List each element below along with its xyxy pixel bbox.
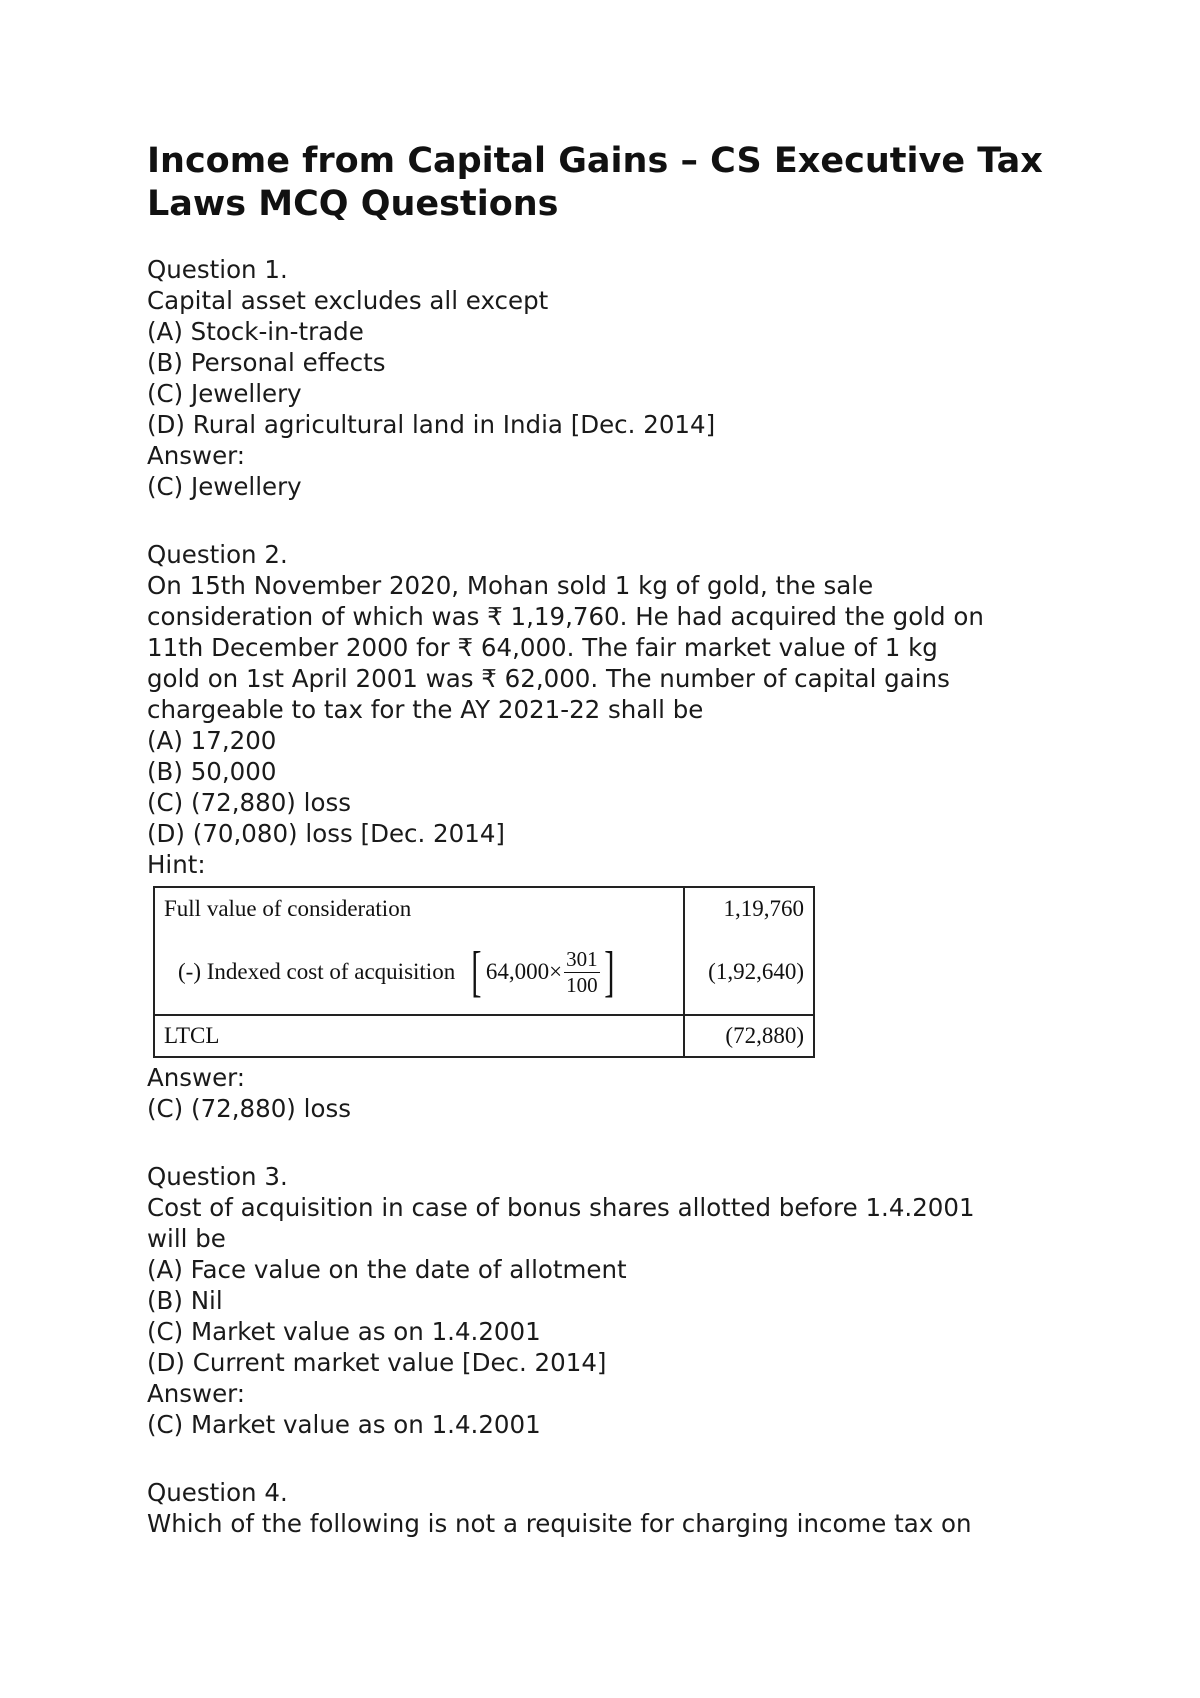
answer-label: Answer:: [147, 1063, 246, 1092]
indexation-formula: [467, 941, 618, 1003]
question-text-line: gold on 1st April 2001 was ₹ 62,000. The number of capital gains: [147, 664, 950, 693]
option-a: (A) 17,200: [147, 726, 277, 755]
indexed-cost-label: (-) Indexed cost of acquisition: [178, 959, 456, 984]
option-c: (C) Market value as on 1.4.2001: [147, 1317, 541, 1346]
question-3: [147, 1161, 1067, 1440]
left-bracket: [: [471, 941, 482, 1003]
option-a: (A) Stock-in-trade: [147, 317, 364, 346]
option-b: (B) Nil: [147, 1286, 223, 1315]
question-2: [147, 539, 1067, 1124]
question-text-line: will be: [147, 1224, 226, 1253]
answer-label: Answer:: [147, 1379, 246, 1408]
table-cell-label: LTCL: [154, 1015, 684, 1057]
answer-text: (C) (72,880) loss: [147, 1094, 351, 1123]
option-a: (A) Face value on the date of allotment: [147, 1255, 627, 1284]
question-text-line: consideration of which was ₹ 1,19,760. He had acquired the gold on: [147, 602, 984, 631]
hint-label: Hint:: [147, 850, 206, 879]
question-text: Capital asset excludes all except: [147, 286, 549, 315]
fraction-numerator: 301: [566, 946, 598, 971]
formula-base: 64,000: [485, 959, 550, 984]
hint-table: [153, 886, 815, 1058]
question-text: Which of the following is not a requisite for charging income tax on: [147, 1509, 972, 1538]
table-cell-value: 1,19,760: [684, 887, 814, 930]
question-heading: Question 4.: [147, 1478, 288, 1507]
right-bracket: ]: [603, 941, 615, 1003]
option-d: (D) Current market value [Dec. 2014]: [147, 1348, 607, 1377]
table-cell-value: (1,92,640): [684, 930, 814, 1015]
document-page: [147, 140, 1067, 1539]
fraction-denominator: 100: [566, 972, 598, 997]
formula-times: ×: [549, 959, 563, 984]
table-row: [154, 930, 814, 1015]
question-1: [147, 254, 1067, 502]
answer-text: (C) Market value as on 1.4.2001: [147, 1410, 541, 1439]
option-b: (B) Personal effects: [147, 348, 386, 377]
answer-text: (C) Jewellery: [147, 472, 302, 501]
table-cell-label: Full value of consideration: [164, 896, 412, 921]
table-cell-label: [154, 930, 684, 1015]
table-cell-value: (72,880): [684, 1015, 814, 1057]
table-row: [154, 1015, 814, 1057]
option-b: (B) 50,000: [147, 757, 277, 786]
question-heading: Question 2.: [147, 540, 288, 569]
option-d: (D) (70,080) loss [Dec. 2014]: [147, 819, 505, 848]
question-text-line: 11th December 2000 for ₹ 64,000. The fair market value of 1 kg: [147, 633, 938, 662]
question-heading: Question 1.: [147, 255, 288, 284]
table-row: [154, 887, 814, 930]
option-c: (C) (72,880) loss: [147, 788, 351, 817]
option-c: (C) Jewellery: [147, 379, 302, 408]
option-d: (D) Rural agricultural land in India [Dec. 2014]: [147, 410, 716, 439]
answer-label: Answer:: [147, 441, 246, 470]
question-text-line: chargeable to tax for the AY 2021-22 shall be: [147, 695, 704, 724]
page-title: Income from Capital Gains – CS Executive Tax Laws MCQ Questions: [147, 141, 1043, 224]
question-text-line: Cost of acquisition in case of bonus shares allotted before 1.4.2001: [147, 1193, 975, 1222]
question-4: [147, 1477, 1067, 1539]
formula-fraction: [564, 947, 600, 998]
question-text-line: On 15th November 2020, Mohan sold 1 kg of gold, the sale: [147, 571, 874, 600]
question-heading: Question 3.: [147, 1162, 288, 1191]
